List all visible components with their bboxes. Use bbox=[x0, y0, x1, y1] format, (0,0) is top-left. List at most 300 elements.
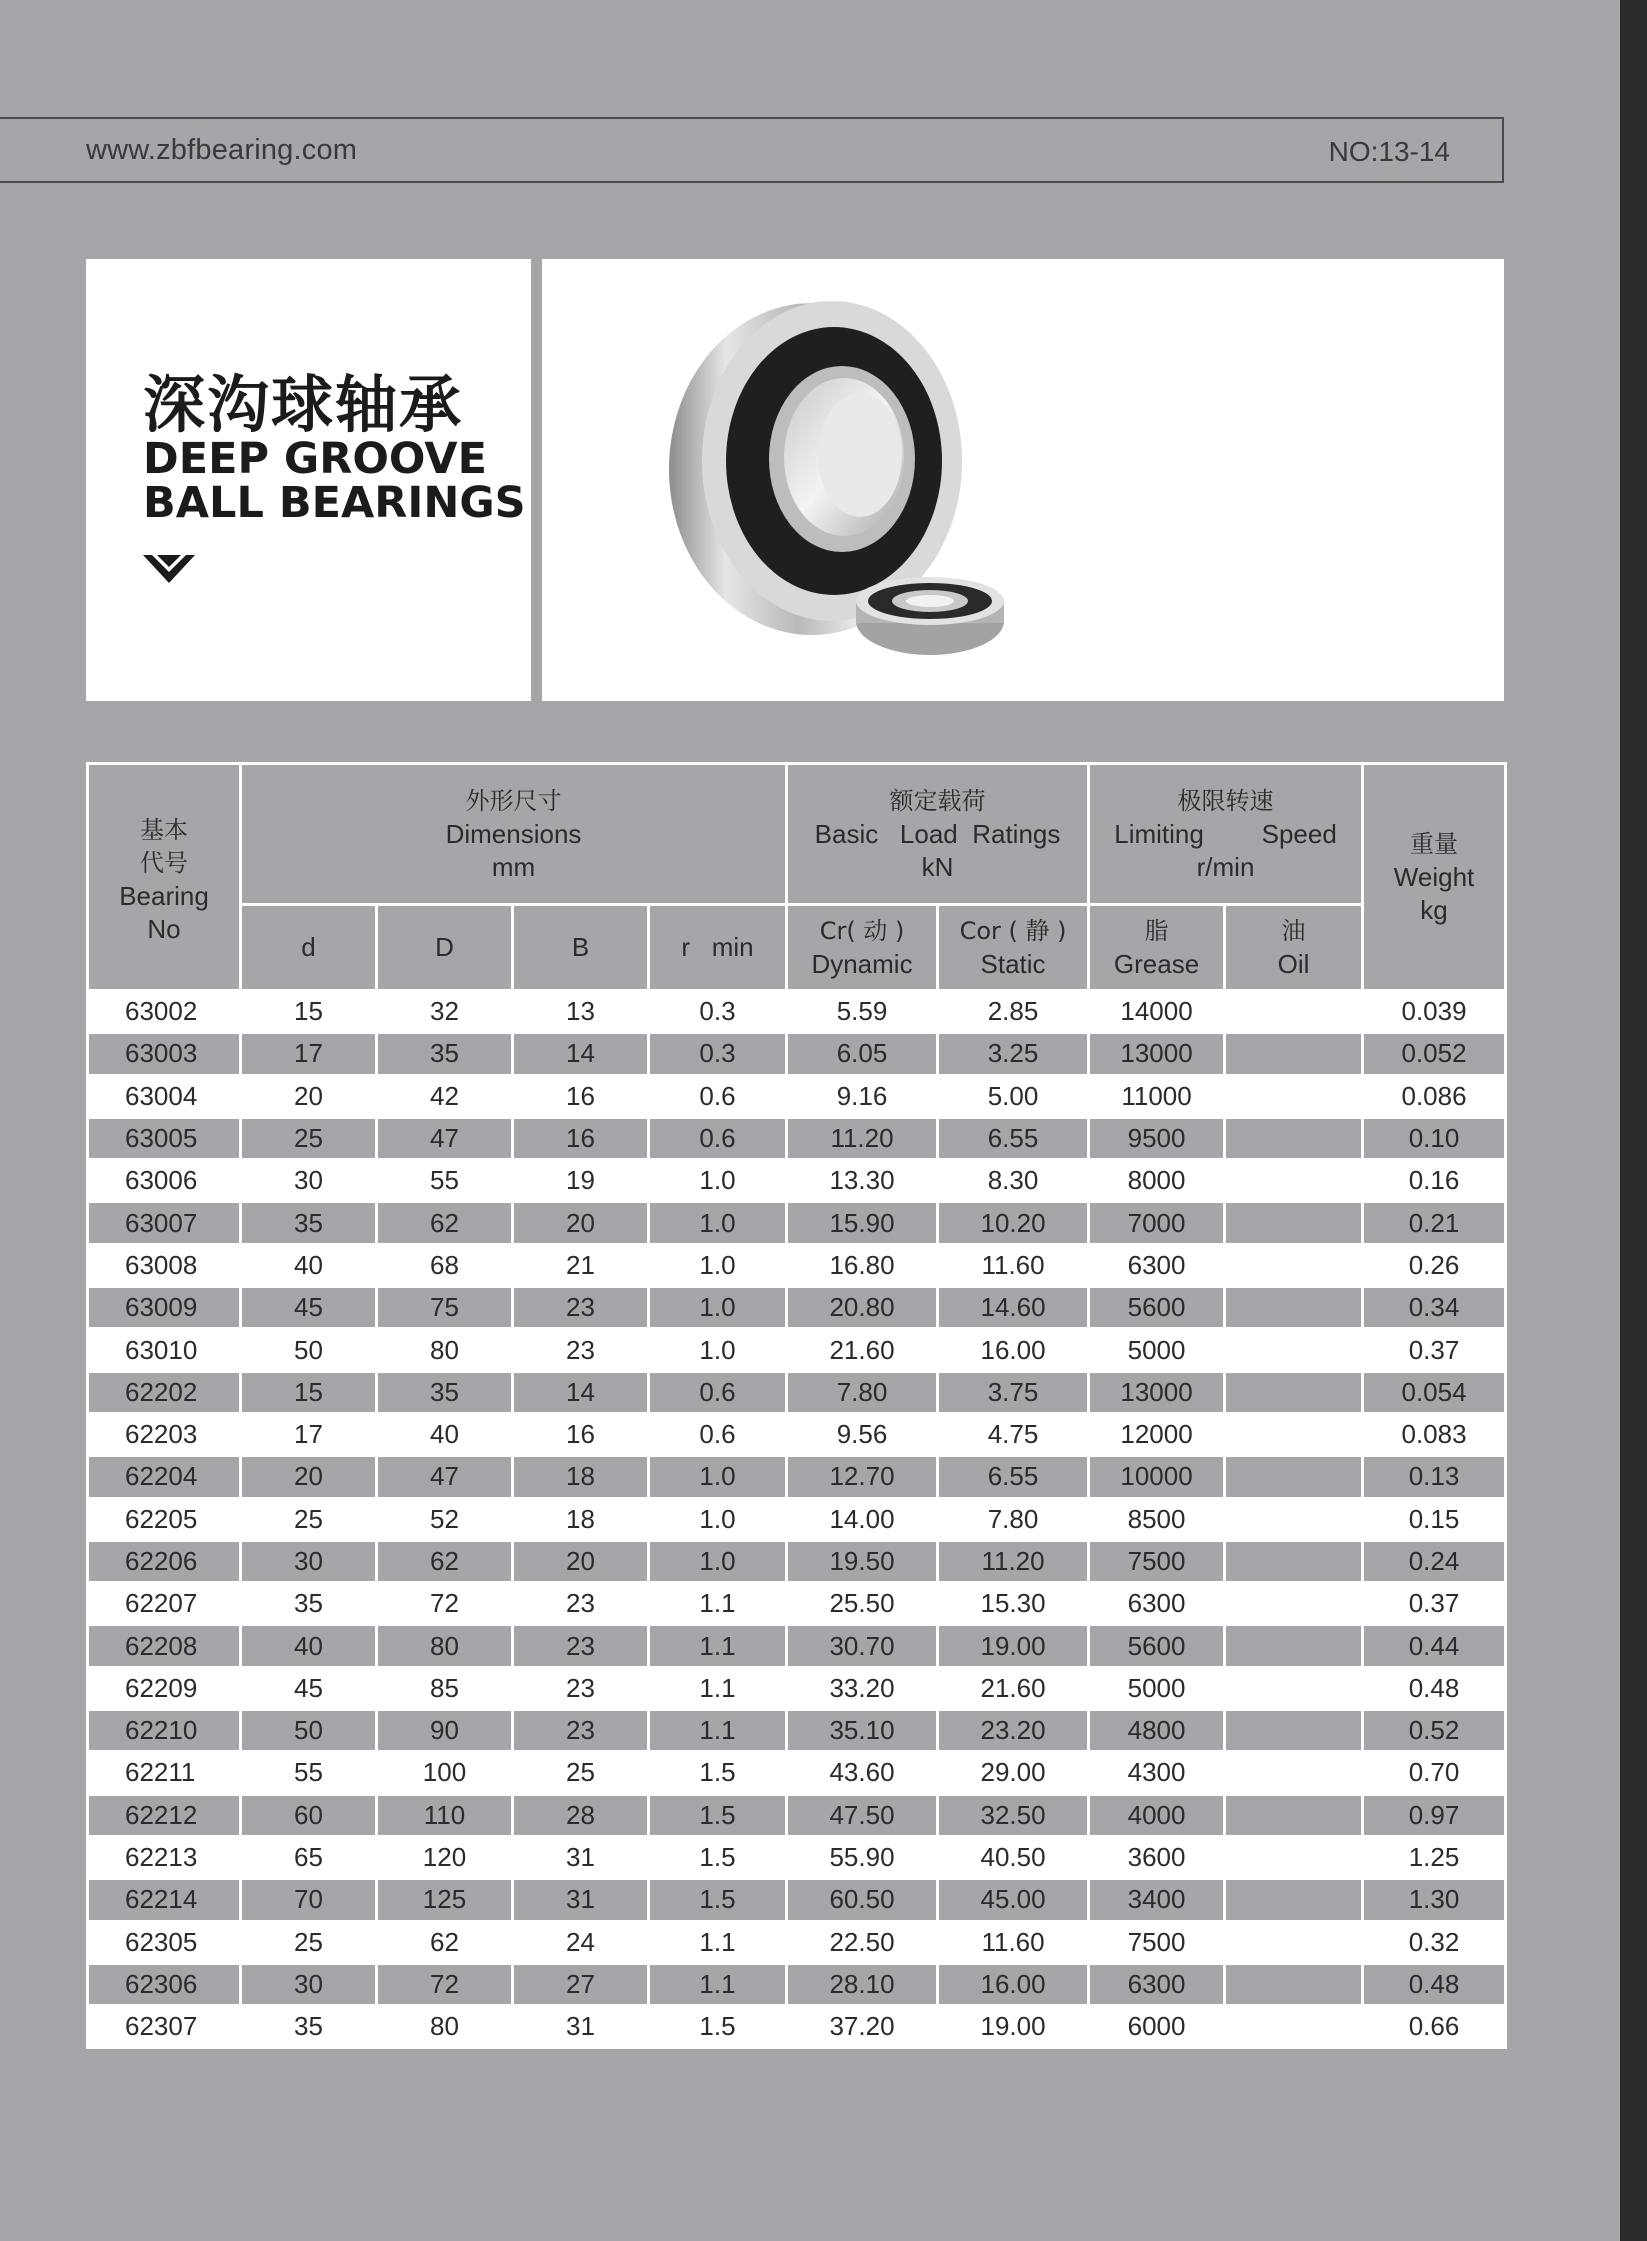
cell-r-min: 0.6 bbox=[649, 1075, 787, 1117]
cell-d: 17 bbox=[241, 1413, 377, 1455]
cell-grease-speed: 12000 bbox=[1089, 1413, 1225, 1455]
cell-r-min: 0.3 bbox=[649, 991, 787, 1033]
header-bar bbox=[0, 117, 1504, 183]
cell-weight: 0.039 bbox=[1363, 991, 1506, 1033]
cell-bearing-no: 62202 bbox=[88, 1371, 241, 1413]
cell-r-min: 1.0 bbox=[649, 1456, 787, 1498]
cell-bearing-no: 63002 bbox=[88, 991, 241, 1033]
col-header-weight: 重量 Weight kg bbox=[1363, 764, 1506, 991]
table-row bbox=[88, 1921, 1506, 1963]
cell-grease-speed: 5600 bbox=[1089, 1625, 1225, 1667]
cell-weight: 0.37 bbox=[1363, 1583, 1506, 1625]
cell-d: 30 bbox=[241, 1160, 377, 1202]
cell-bearing-no: 62213 bbox=[88, 1836, 241, 1878]
cell-B: 13 bbox=[513, 991, 649, 1033]
cell-oil-speed bbox=[1225, 1667, 1363, 1709]
cell-grease-speed: 6300 bbox=[1089, 1583, 1225, 1625]
bearing-spec-table bbox=[86, 762, 1507, 2049]
table-row bbox=[88, 1202, 1506, 1244]
table-row bbox=[88, 1540, 1506, 1582]
cell-bearing-no: 62306 bbox=[88, 1963, 241, 2005]
table-row bbox=[88, 1413, 1506, 1455]
cell-cr-dynamic: 6.05 bbox=[787, 1033, 938, 1075]
cell-cr-dynamic: 9.56 bbox=[787, 1413, 938, 1455]
cell-cr-dynamic: 37.20 bbox=[787, 2006, 938, 2048]
cell-weight: 0.37 bbox=[1363, 1329, 1506, 1371]
col-header-cor-static: Cor ( 静 ) Static bbox=[938, 905, 1089, 991]
cell-D: 90 bbox=[377, 1710, 513, 1752]
cell-bearing-no: 62210 bbox=[88, 1710, 241, 1752]
cell-D: 62 bbox=[377, 1540, 513, 1582]
cell-oil-speed bbox=[1225, 1075, 1363, 1117]
cell-weight: 0.21 bbox=[1363, 1202, 1506, 1244]
table-row bbox=[88, 1287, 1506, 1329]
cell-cor-static: 19.00 bbox=[938, 1625, 1089, 1667]
cell-d: 25 bbox=[241, 1117, 377, 1159]
cell-bearing-no: 63003 bbox=[88, 1033, 241, 1075]
cell-oil-speed bbox=[1225, 1456, 1363, 1498]
cell-D: 40 bbox=[377, 1413, 513, 1455]
cell-r-min: 0.3 bbox=[649, 1033, 787, 1075]
product-photo-card bbox=[542, 259, 1504, 701]
cell-cor-static: 10.20 bbox=[938, 1202, 1089, 1244]
cell-weight: 0.48 bbox=[1363, 1667, 1506, 1709]
cell-bearing-no: 62212 bbox=[88, 1794, 241, 1836]
cell-cr-dynamic: 28.10 bbox=[787, 1963, 938, 2005]
cell-cor-static: 7.80 bbox=[938, 1498, 1089, 1540]
cell-d: 35 bbox=[241, 2006, 377, 2048]
title-card bbox=[86, 259, 531, 701]
cell-cr-dynamic: 20.80 bbox=[787, 1287, 938, 1329]
cell-cor-static: 45.00 bbox=[938, 1879, 1089, 1921]
table-row bbox=[88, 1836, 1506, 1878]
cell-cr-dynamic: 15.90 bbox=[787, 1202, 938, 1244]
cell-oil-speed bbox=[1225, 1160, 1363, 1202]
cell-weight: 0.26 bbox=[1363, 1244, 1506, 1286]
cell-d: 20 bbox=[241, 1456, 377, 1498]
cell-D: 42 bbox=[377, 1075, 513, 1117]
col-header-dimensions: 外形尺寸 Dimensions mm bbox=[241, 764, 787, 905]
cell-weight: 0.52 bbox=[1363, 1710, 1506, 1752]
table-row bbox=[88, 1625, 1506, 1667]
cell-bearing-no: 63008 bbox=[88, 1244, 241, 1286]
cell-oil-speed bbox=[1225, 2006, 1363, 2048]
cell-cr-dynamic: 47.50 bbox=[787, 1794, 938, 1836]
cell-oil-speed bbox=[1225, 1963, 1363, 2005]
cell-cr-dynamic: 33.20 bbox=[787, 1667, 938, 1709]
cell-bearing-no: 63009 bbox=[88, 1287, 241, 1329]
cell-r-min: 1.5 bbox=[649, 2006, 787, 2048]
down-arrow-icon bbox=[143, 555, 195, 585]
cell-r-min: 1.1 bbox=[649, 1625, 787, 1667]
table-row bbox=[88, 1710, 1506, 1752]
cell-cor-static: 11.20 bbox=[938, 1540, 1089, 1582]
table-row bbox=[88, 1075, 1506, 1117]
cell-D: 80 bbox=[377, 1625, 513, 1667]
cell-cor-static: 3.75 bbox=[938, 1371, 1089, 1413]
cell-weight: 1.30 bbox=[1363, 1879, 1506, 1921]
table-row bbox=[88, 1456, 1506, 1498]
cell-cr-dynamic: 30.70 bbox=[787, 1625, 938, 1667]
cell-weight: 0.086 bbox=[1363, 1075, 1506, 1117]
cell-oil-speed bbox=[1225, 1202, 1363, 1244]
cell-r-min: 1.0 bbox=[649, 1244, 787, 1286]
cell-cr-dynamic: 13.30 bbox=[787, 1160, 938, 1202]
cell-D: 80 bbox=[377, 2006, 513, 2048]
page-edge-strip bbox=[1620, 0, 1647, 2241]
cell-weight: 0.16 bbox=[1363, 1160, 1506, 1202]
cell-cor-static: 19.00 bbox=[938, 2006, 1089, 2048]
cell-oil-speed bbox=[1225, 1921, 1363, 1963]
cell-r-min: 1.0 bbox=[649, 1498, 787, 1540]
cell-cr-dynamic: 16.80 bbox=[787, 1244, 938, 1286]
cell-cr-dynamic: 9.16 bbox=[787, 1075, 938, 1117]
cell-D: 80 bbox=[377, 1329, 513, 1371]
cell-weight: 0.13 bbox=[1363, 1456, 1506, 1498]
cell-D: 47 bbox=[377, 1117, 513, 1159]
table-row bbox=[88, 1244, 1506, 1286]
table-row bbox=[88, 1667, 1506, 1709]
col-header-bearing-no: 基本 代号 Bearing No bbox=[88, 764, 241, 991]
cell-cr-dynamic: 22.50 bbox=[787, 1921, 938, 1963]
cell-grease-speed: 6300 bbox=[1089, 1244, 1225, 1286]
cell-bearing-no: 62305 bbox=[88, 1921, 241, 1963]
cell-B: 23 bbox=[513, 1583, 649, 1625]
cell-grease-speed: 6000 bbox=[1089, 2006, 1225, 2048]
cell-r-min: 1.0 bbox=[649, 1287, 787, 1329]
cell-cor-static: 8.30 bbox=[938, 1160, 1089, 1202]
cell-d: 35 bbox=[241, 1202, 377, 1244]
cell-B: 31 bbox=[513, 1879, 649, 1921]
cell-d: 25 bbox=[241, 1498, 377, 1540]
cell-B: 23 bbox=[513, 1710, 649, 1752]
cell-weight: 0.32 bbox=[1363, 1921, 1506, 1963]
cell-r-min: 0.6 bbox=[649, 1413, 787, 1455]
cell-cor-static: 2.85 bbox=[938, 991, 1089, 1033]
cell-D: 62 bbox=[377, 1921, 513, 1963]
cell-r-min: 1.0 bbox=[649, 1160, 787, 1202]
cell-cor-static: 5.00 bbox=[938, 1075, 1089, 1117]
col-header-limiting-speed: 极限转速 Limiting Speed r/min bbox=[1089, 764, 1363, 905]
cell-oil-speed bbox=[1225, 1625, 1363, 1667]
cell-grease-speed: 4000 bbox=[1089, 1794, 1225, 1836]
cell-d: 17 bbox=[241, 1033, 377, 1075]
cell-cr-dynamic: 25.50 bbox=[787, 1583, 938, 1625]
cell-B: 24 bbox=[513, 1921, 649, 1963]
cell-grease-speed: 10000 bbox=[1089, 1456, 1225, 1498]
cell-bearing-no: 62205 bbox=[88, 1498, 241, 1540]
cell-oil-speed bbox=[1225, 1752, 1363, 1794]
cell-D: 85 bbox=[377, 1667, 513, 1709]
cell-oil-speed bbox=[1225, 1540, 1363, 1582]
cell-weight: 0.24 bbox=[1363, 1540, 1506, 1582]
cell-bearing-no: 62203 bbox=[88, 1413, 241, 1455]
cell-cr-dynamic: 35.10 bbox=[787, 1710, 938, 1752]
cell-grease-speed: 11000 bbox=[1089, 1075, 1225, 1117]
cell-cor-static: 21.60 bbox=[938, 1667, 1089, 1709]
cell-D: 68 bbox=[377, 1244, 513, 1286]
cell-r-min: 1.0 bbox=[649, 1540, 787, 1582]
cell-bearing-no: 62307 bbox=[88, 2006, 241, 2048]
cell-grease-speed: 5000 bbox=[1089, 1329, 1225, 1371]
cell-d: 30 bbox=[241, 1963, 377, 2005]
cell-D: 52 bbox=[377, 1498, 513, 1540]
cell-oil-speed bbox=[1225, 1710, 1363, 1752]
cell-D: 120 bbox=[377, 1836, 513, 1878]
cell-d: 55 bbox=[241, 1752, 377, 1794]
cell-grease-speed: 7000 bbox=[1089, 1202, 1225, 1244]
cell-weight: 0.083 bbox=[1363, 1413, 1506, 1455]
cell-weight: 0.054 bbox=[1363, 1371, 1506, 1413]
cell-B: 21 bbox=[513, 1244, 649, 1286]
website-url[interactable]: www.zbfbearing.com bbox=[86, 134, 358, 166]
cell-B: 23 bbox=[513, 1287, 649, 1329]
cell-r-min: 1.5 bbox=[649, 1794, 787, 1836]
cell-grease-speed: 6300 bbox=[1089, 1963, 1225, 2005]
cell-cor-static: 15.30 bbox=[938, 1583, 1089, 1625]
cell-D: 100 bbox=[377, 1752, 513, 1794]
title-english-line2: BALL BEARINGS bbox=[143, 478, 526, 528]
cell-B: 23 bbox=[513, 1329, 649, 1371]
cell-d: 50 bbox=[241, 1710, 377, 1752]
cell-B: 20 bbox=[513, 1202, 649, 1244]
cell-grease-speed: 4300 bbox=[1089, 1752, 1225, 1794]
cell-D: 47 bbox=[377, 1456, 513, 1498]
table-row bbox=[88, 2006, 1506, 2048]
cell-cr-dynamic: 21.60 bbox=[787, 1329, 938, 1371]
cell-cor-static: 16.00 bbox=[938, 1329, 1089, 1371]
cell-d: 50 bbox=[241, 1329, 377, 1371]
cell-cor-static: 23.20 bbox=[938, 1710, 1089, 1752]
cell-B: 16 bbox=[513, 1117, 649, 1159]
cell-bearing-no: 63005 bbox=[88, 1117, 241, 1159]
cell-oil-speed bbox=[1225, 1836, 1363, 1878]
cell-d: 60 bbox=[241, 1794, 377, 1836]
cell-r-min: 0.6 bbox=[649, 1117, 787, 1159]
cell-d: 40 bbox=[241, 1625, 377, 1667]
cell-d: 25 bbox=[241, 1921, 377, 1963]
cell-d: 45 bbox=[241, 1287, 377, 1329]
cell-cor-static: 3.25 bbox=[938, 1033, 1089, 1075]
cell-bearing-no: 62211 bbox=[88, 1752, 241, 1794]
cell-bearing-no: 63007 bbox=[88, 1202, 241, 1244]
cell-B: 31 bbox=[513, 1836, 649, 1878]
col-header-B: B bbox=[513, 905, 649, 991]
cell-D: 72 bbox=[377, 1583, 513, 1625]
cell-d: 15 bbox=[241, 991, 377, 1033]
cell-grease-speed: 8500 bbox=[1089, 1498, 1225, 1540]
title-english bbox=[143, 434, 526, 528]
table-row bbox=[88, 1033, 1506, 1075]
cell-grease-speed: 3600 bbox=[1089, 1836, 1225, 1878]
cell-d: 30 bbox=[241, 1540, 377, 1582]
cell-cr-dynamic: 19.50 bbox=[787, 1540, 938, 1582]
cell-oil-speed bbox=[1225, 1413, 1363, 1455]
cell-D: 110 bbox=[377, 1794, 513, 1836]
cell-r-min: 1.0 bbox=[649, 1329, 787, 1371]
cell-bearing-no: 62208 bbox=[88, 1625, 241, 1667]
cell-B: 20 bbox=[513, 1540, 649, 1582]
col-header-oil: 油 Oil bbox=[1225, 905, 1363, 991]
cell-d: 15 bbox=[241, 1371, 377, 1413]
cell-weight: 0.97 bbox=[1363, 1794, 1506, 1836]
table-row bbox=[88, 1752, 1506, 1794]
cell-D: 35 bbox=[377, 1371, 513, 1413]
cell-oil-speed bbox=[1225, 1879, 1363, 1921]
cell-cr-dynamic: 14.00 bbox=[787, 1498, 938, 1540]
cell-cor-static: 29.00 bbox=[938, 1752, 1089, 1794]
cell-B: 31 bbox=[513, 2006, 649, 2048]
cell-oil-speed bbox=[1225, 1794, 1363, 1836]
cell-oil-speed bbox=[1225, 1033, 1363, 1075]
cell-oil-speed bbox=[1225, 1244, 1363, 1286]
cell-r-min: 1.1 bbox=[649, 1667, 787, 1709]
cell-cor-static: 11.60 bbox=[938, 1921, 1089, 1963]
cell-r-min: 1.1 bbox=[649, 1963, 787, 2005]
cell-bearing-no: 63010 bbox=[88, 1329, 241, 1371]
cell-oil-speed bbox=[1225, 1583, 1363, 1625]
cell-grease-speed: 5000 bbox=[1089, 1667, 1225, 1709]
cell-cr-dynamic: 55.90 bbox=[787, 1836, 938, 1878]
cell-weight: 0.70 bbox=[1363, 1752, 1506, 1794]
cell-r-min: 1.5 bbox=[649, 1879, 787, 1921]
cell-r-min: 1.1 bbox=[649, 1921, 787, 1963]
cell-d: 70 bbox=[241, 1879, 377, 1921]
cell-oil-speed bbox=[1225, 991, 1363, 1033]
table-row bbox=[88, 1160, 1506, 1202]
cell-grease-speed: 13000 bbox=[1089, 1033, 1225, 1075]
cell-r-min: 1.1 bbox=[649, 1583, 787, 1625]
cell-cr-dynamic: 5.59 bbox=[787, 991, 938, 1033]
cell-grease-speed: 8000 bbox=[1089, 1160, 1225, 1202]
cell-oil-speed bbox=[1225, 1329, 1363, 1371]
cell-cr-dynamic: 12.70 bbox=[787, 1456, 938, 1498]
cell-cr-dynamic: 11.20 bbox=[787, 1117, 938, 1159]
cell-d: 45 bbox=[241, 1667, 377, 1709]
cell-B: 28 bbox=[513, 1794, 649, 1836]
cell-weight: 0.15 bbox=[1363, 1498, 1506, 1540]
col-header-D: D bbox=[377, 905, 513, 991]
cell-D: 55 bbox=[377, 1160, 513, 1202]
cell-grease-speed: 4800 bbox=[1089, 1710, 1225, 1752]
cell-oil-speed bbox=[1225, 1371, 1363, 1413]
col-header-d: d bbox=[241, 905, 377, 991]
cell-weight: 0.052 bbox=[1363, 1033, 1506, 1075]
cell-bearing-no: 62207 bbox=[88, 1583, 241, 1625]
cell-r-min: 0.6 bbox=[649, 1371, 787, 1413]
cell-grease-speed: 7500 bbox=[1089, 1921, 1225, 1963]
title-english-line1: DEEP GROOVE bbox=[143, 434, 487, 484]
cell-B: 23 bbox=[513, 1625, 649, 1667]
cell-B: 16 bbox=[513, 1413, 649, 1455]
cell-bearing-no: 62206 bbox=[88, 1540, 241, 1582]
cell-oil-speed bbox=[1225, 1498, 1363, 1540]
cell-cor-static: 16.00 bbox=[938, 1963, 1089, 2005]
cell-cr-dynamic: 43.60 bbox=[787, 1752, 938, 1794]
cell-cor-static: 6.55 bbox=[938, 1456, 1089, 1498]
cell-D: 125 bbox=[377, 1879, 513, 1921]
cell-D: 35 bbox=[377, 1033, 513, 1075]
cell-weight: 0.66 bbox=[1363, 2006, 1506, 2048]
cell-weight: 0.44 bbox=[1363, 1625, 1506, 1667]
cell-cor-static: 6.55 bbox=[938, 1117, 1089, 1159]
cell-grease-speed: 9500 bbox=[1089, 1117, 1225, 1159]
cell-cr-dynamic: 7.80 bbox=[787, 1371, 938, 1413]
cell-grease-speed: 5600 bbox=[1089, 1287, 1225, 1329]
cell-weight: 1.25 bbox=[1363, 1836, 1506, 1878]
table-row bbox=[88, 1117, 1506, 1159]
table-row bbox=[88, 1794, 1506, 1836]
table-row bbox=[88, 1371, 1506, 1413]
cell-B: 19 bbox=[513, 1160, 649, 1202]
cell-cr-dynamic: 60.50 bbox=[787, 1879, 938, 1921]
col-header-r-min: r min bbox=[649, 905, 787, 991]
cell-grease-speed: 13000 bbox=[1089, 1371, 1225, 1413]
cell-B: 14 bbox=[513, 1371, 649, 1413]
table-row bbox=[88, 1583, 1506, 1625]
cell-cor-static: 32.50 bbox=[938, 1794, 1089, 1836]
cell-cor-static: 4.75 bbox=[938, 1413, 1089, 1455]
cell-D: 32 bbox=[377, 991, 513, 1033]
cell-bearing-no: 63006 bbox=[88, 1160, 241, 1202]
cell-weight: 0.34 bbox=[1363, 1287, 1506, 1329]
cell-B: 16 bbox=[513, 1075, 649, 1117]
cell-bearing-no: 62204 bbox=[88, 1456, 241, 1498]
cell-r-min: 1.0 bbox=[649, 1202, 787, 1244]
page-number: NO:13-14 bbox=[1328, 136, 1450, 167]
col-header-grease: 脂 Grease bbox=[1089, 905, 1225, 991]
cell-grease-speed: 3400 bbox=[1089, 1879, 1225, 1921]
title-chinese: 深沟球轴承 bbox=[143, 368, 464, 441]
table-body bbox=[88, 991, 1506, 2048]
cell-cor-static: 14.60 bbox=[938, 1287, 1089, 1329]
cell-r-min: 1.5 bbox=[649, 1836, 787, 1878]
cell-B: 18 bbox=[513, 1456, 649, 1498]
cell-cor-static: 11.60 bbox=[938, 1244, 1089, 1286]
table-row bbox=[88, 1879, 1506, 1921]
cell-d: 40 bbox=[241, 1244, 377, 1286]
cell-d: 65 bbox=[241, 1836, 377, 1878]
cell-bearing-no: 63004 bbox=[88, 1075, 241, 1117]
cell-weight: 0.48 bbox=[1363, 1963, 1506, 2005]
cell-B: 23 bbox=[513, 1667, 649, 1709]
table-row bbox=[88, 1963, 1506, 2005]
cell-D: 75 bbox=[377, 1287, 513, 1329]
bearing-photo bbox=[542, 259, 1504, 701]
cell-cor-static: 40.50 bbox=[938, 1836, 1089, 1878]
cell-oil-speed bbox=[1225, 1287, 1363, 1329]
cell-grease-speed: 7500 bbox=[1089, 1540, 1225, 1582]
table-row bbox=[88, 991, 1506, 1033]
cell-r-min: 1.1 bbox=[649, 1710, 787, 1752]
cell-bearing-no: 62209 bbox=[88, 1667, 241, 1709]
cell-r-min: 1.5 bbox=[649, 1752, 787, 1794]
cell-d: 20 bbox=[241, 1075, 377, 1117]
cell-D: 72 bbox=[377, 1963, 513, 2005]
cell-B: 25 bbox=[513, 1752, 649, 1794]
table-row bbox=[88, 1498, 1506, 1540]
cell-d: 35 bbox=[241, 1583, 377, 1625]
cell-oil-speed bbox=[1225, 1117, 1363, 1159]
col-header-load-ratings: 额定载荷 Basic Load Ratings kN bbox=[787, 764, 1089, 905]
cell-B: 27 bbox=[513, 1963, 649, 2005]
cell-D: 62 bbox=[377, 1202, 513, 1244]
cell-weight: 0.10 bbox=[1363, 1117, 1506, 1159]
cell-B: 14 bbox=[513, 1033, 649, 1075]
cell-bearing-no: 62214 bbox=[88, 1879, 241, 1921]
cell-grease-speed: 14000 bbox=[1089, 991, 1225, 1033]
table-row bbox=[88, 1329, 1506, 1371]
